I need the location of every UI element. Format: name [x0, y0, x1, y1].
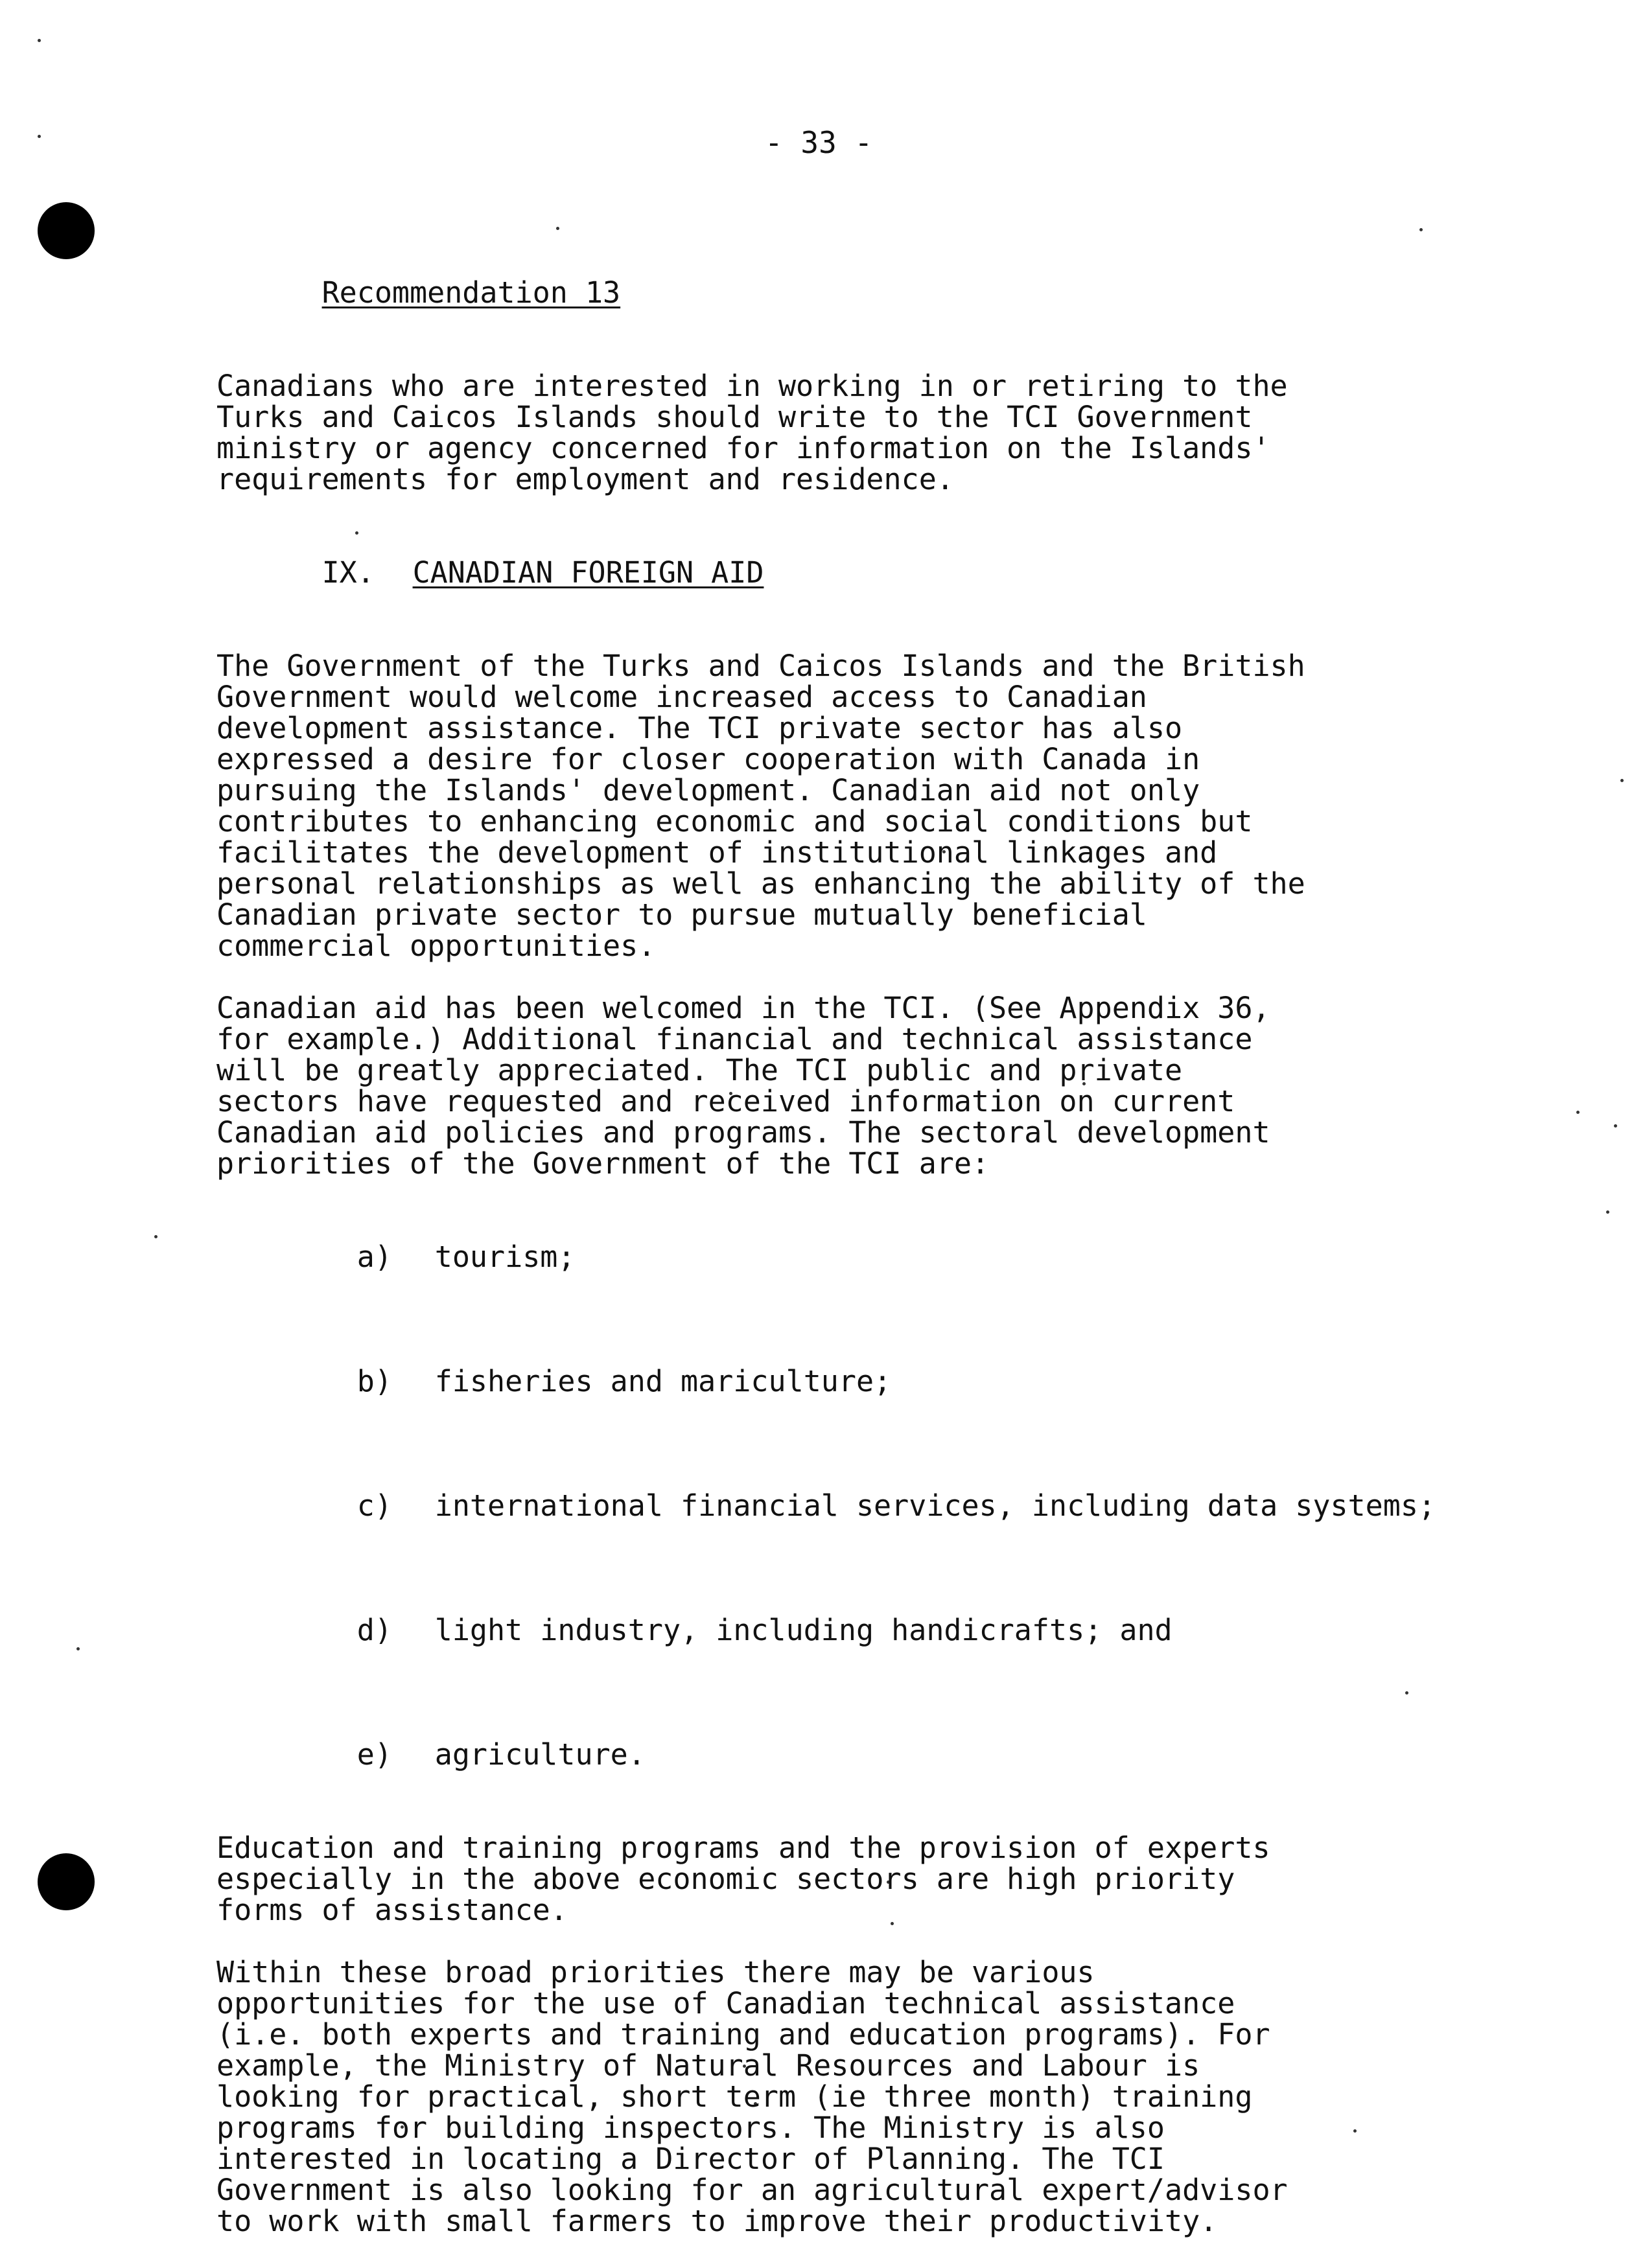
list-item-label: d): [356, 1613, 392, 1647]
list-item: [216, 1210, 1448, 1304]
list-item: [216, 1335, 1448, 1428]
list-item-label: a): [356, 1240, 392, 1274]
list-item: [216, 1584, 1448, 1677]
education-paragraph: Education and training programs and the provision of experts especially in the above economic sectors are high priority forms of assistance.: [216, 1831, 1270, 1927]
section-title: CANADIAN FOREIGN AID: [412, 555, 764, 590]
scan-speck: [38, 135, 41, 138]
list-item-text: light industry, including handicrafts; and: [434, 1613, 1172, 1647]
list-item-text: tourism;: [434, 1240, 576, 1274]
aid-paragraph-2: Canadian aid has been welcomed in the TCI. (See Appendix 36, for example.) Additional financial and technical assistance will be greatly appreciated. The TCI public and private sectors have requested and received information on current Canadian aid policies and programs. The sectoral development priorities of the Government of the TCI are:: [216, 991, 1270, 1181]
list-item: [216, 1459, 1448, 1553]
scan-speck: [1606, 1210, 1609, 1214]
scan-speck: [1614, 1124, 1617, 1128]
aid-paragraph-1: The Government of the Turks and Caicos Islands and the British Government would welcome increased access to Canadian development assistance. The TCI private sector has also expressed a desire for closer cooperation with Canada in pursuing the Islands' development. Canadian aid not only contributes to enhancing economic and social conditions but facilitates the development of institutional linkages and personal relationships as well as enhancing the ability of the Canadian private sector to pursue mutually beneficial commercial opportunities.: [216, 649, 1305, 963]
technical-assistance-paragraph: Within these broad priorities there may be various opportunities for the use of Canadian technical assistance (i.e. both experts and training and education programs). For example, the Ministry of Natural Resources and Labour is looking for practical, short term (ie three month) training programs for building inspectors. The Ministry is also interested in locating a Director of Planning. The TCI Government is also looking for an agricultural expert/advisor to work with small farmers to improve their productivity.: [216, 1955, 1288, 2238]
section-heading: [216, 526, 1448, 619]
section-number: IX.: [321, 555, 375, 590]
punch-hole-bottom: [38, 1853, 95, 1910]
list-item-text: international financial services, including data systems;: [434, 1488, 1436, 1523]
punch-hole-top: [38, 202, 95, 259]
scan-speck: [556, 227, 559, 230]
list-item: [216, 1708, 1448, 1801]
scan-speck: [1576, 1111, 1580, 1114]
recommendation-paragraph: Canadians who are interested in working in or retiring to the Turks and Caicos Islands should write to the TCI Government ministry or agency concerned for information on the Islands' requirements for employment and residence.: [216, 369, 1288, 496]
priorities-list: [216, 1210, 1448, 1801]
recommendation-heading: [216, 246, 1448, 340]
list-item-text: agriculture.: [434, 1737, 646, 1772]
scan-speck: [154, 1235, 158, 1238]
list-item-text: fisheries and mariculture;: [434, 1364, 892, 1398]
scan-speck: [1419, 228, 1423, 231]
page-number: - 33 -: [765, 125, 873, 160]
scan-speck: [1620, 779, 1624, 782]
recommendation-heading-text: Recommendation 13: [321, 275, 621, 310]
list-item-label: c): [356, 1488, 392, 1523]
document-body: [216, 246, 1448, 2268]
scan-speck: [38, 39, 41, 42]
scan-speck: [76, 1647, 80, 1650]
list-item-label: b): [356, 1364, 392, 1398]
list-item-label: e): [356, 1737, 392, 1772]
